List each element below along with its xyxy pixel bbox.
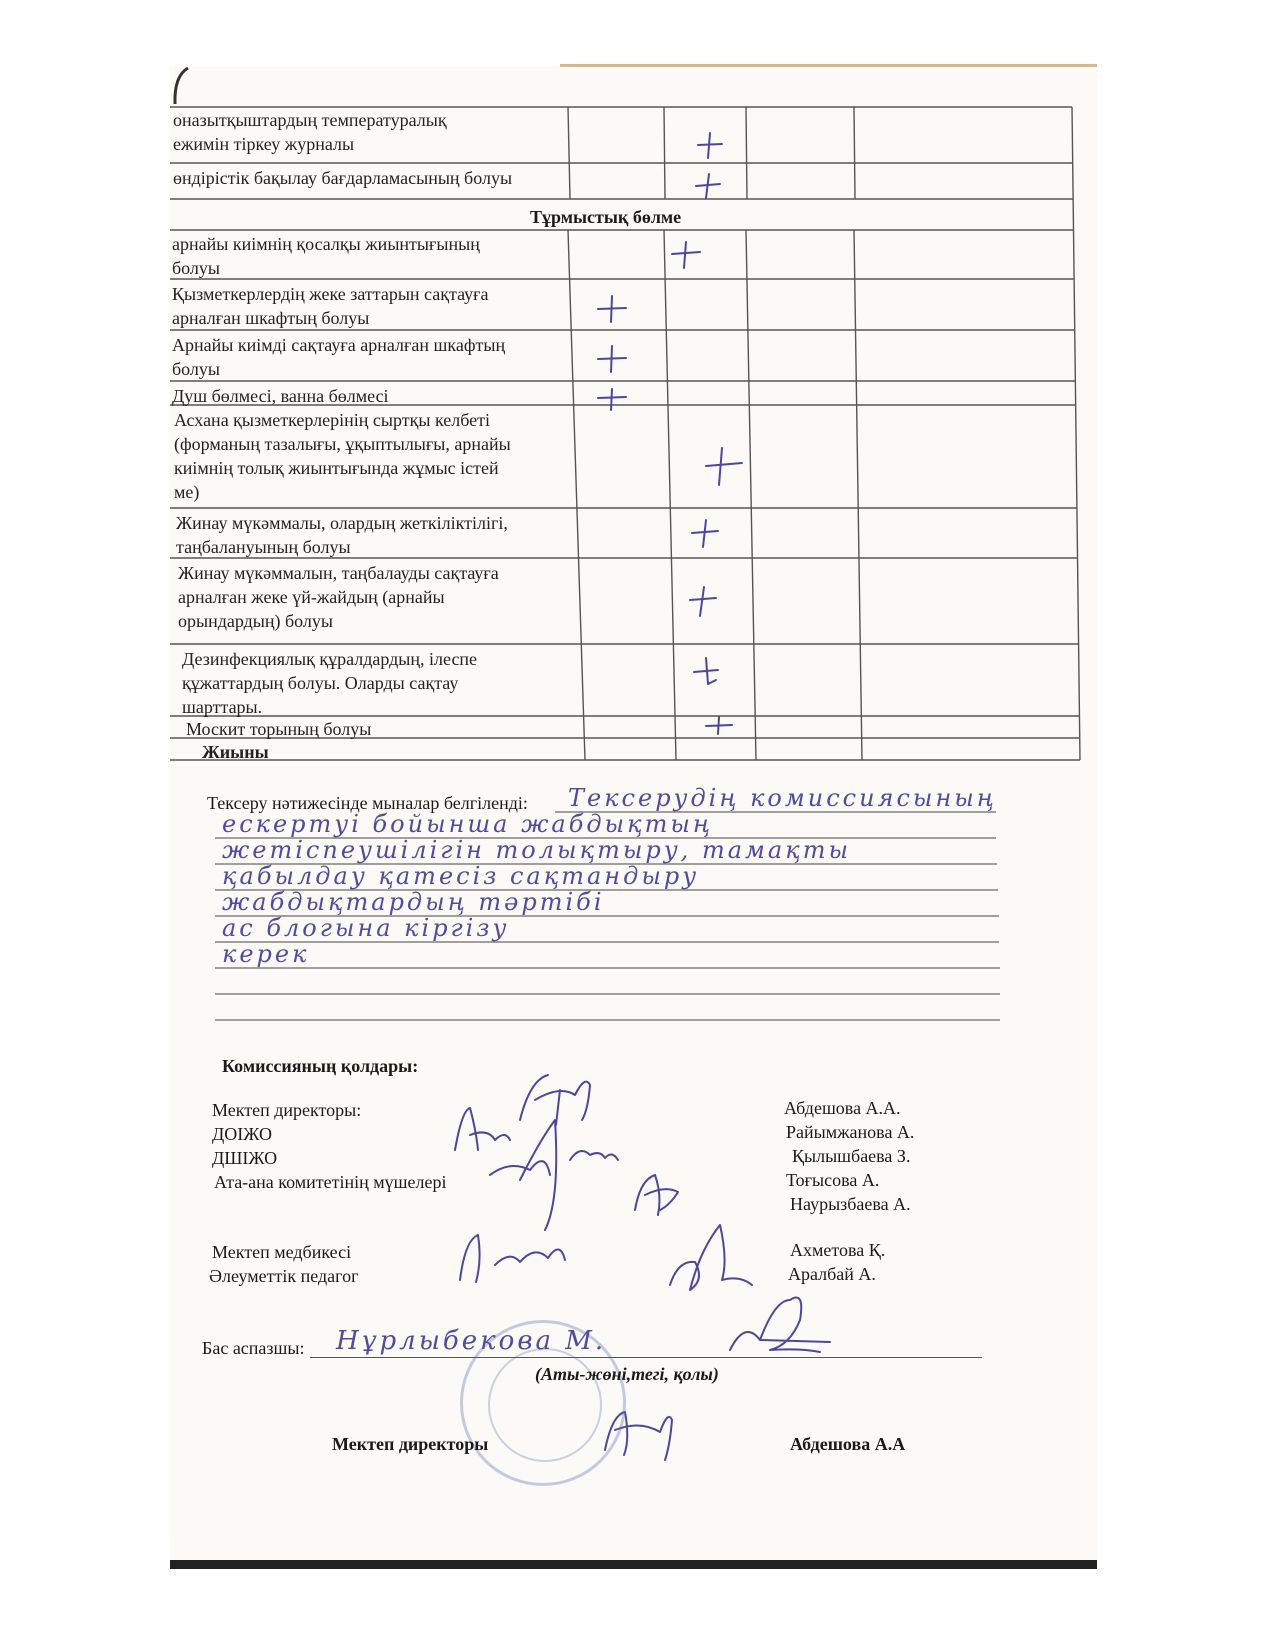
table-row: Қызметкерлердің жеке заттарын сақтауға арналған шкафтың болуы	[172, 284, 489, 328]
findings-handwriting: қабылдау қатесіз сақтандыру	[222, 862, 700, 890]
signature	[670, 1225, 752, 1290]
table-row: Жинау мүкәммалы, олардың жеткіліктілігі, таңбалануының болуы	[176, 513, 508, 557]
table-row: Жинау мүкәммалын, таңбалауды сақтауға арналған жеке үй-жайдың (арнайы орындардың) болуы	[178, 563, 499, 631]
table-row: оназытқыштардың температуралық ежимін тіркеу журналы	[173, 110, 447, 154]
findings-label: Тексеру нәтижесінде мыналар белгіленді:	[207, 793, 528, 813]
signature	[520, 1075, 590, 1125]
commission-title: Комиссияның қолдары:	[222, 1056, 419, 1076]
chef-handwritten-name: Нұрлыбекова М.	[336, 1326, 607, 1356]
member-name: Наурызбаева А.	[790, 1194, 911, 1214]
table-row: Москит торының болуы	[186, 719, 372, 739]
table-row: арнайы киімнің қосалқы жиынтығының болуы	[172, 234, 480, 278]
member-name: Абдешова А.А.	[784, 1098, 901, 1118]
findings-handwriting: ас блогына кіргізу	[222, 914, 510, 942]
chef-signature-line	[310, 1357, 982, 1358]
signature	[460, 1235, 565, 1282]
signature	[570, 1151, 618, 1160]
chef-caption: (Аты-жөні,тегі, қолы)	[535, 1364, 719, 1384]
member-name: Тоғысова А.	[786, 1170, 880, 1190]
member-name: Қылышбаева З.	[792, 1146, 911, 1166]
table-row: Арнайы киімді сақтауға арналған шкафтың болуы	[172, 335, 506, 379]
chef-label: Бас аспазшы:	[202, 1338, 305, 1358]
signature	[635, 1175, 678, 1215]
member-role: Мектеп директоры:	[212, 1100, 362, 1120]
table-total-label: Жиыны	[202, 742, 269, 762]
member-role: Мектеп медбикесі	[212, 1242, 352, 1262]
table-row: Асхана қызметкерлерінің сыртқы келбеті (форманың тазалығы, ұқыптылығы, арнайы киімнің толық жиынтығында жұмыс істей ме)	[174, 410, 511, 502]
signature	[455, 1108, 510, 1150]
member-name: Райымжанова А.	[786, 1122, 915, 1142]
table-row: Дезинфекциялық құралдардың, ілеспе құжаттардың болуы. Оларды сақтау шарттары.	[182, 649, 478, 717]
member-name: Аралбай А.	[788, 1264, 876, 1284]
table-row: Душ бөлмесі, ванна бөлмесі	[172, 386, 389, 406]
member-role: ДШІЖО	[212, 1148, 278, 1168]
findings-handwriting: жабдықтардың тәртібі	[222, 888, 605, 916]
member-role: Ата-ана комитетінің мүшелері	[214, 1172, 447, 1192]
table-row: өндірістік бақылау бағдарламасының болуы	[173, 168, 513, 188]
signature	[730, 1298, 830, 1353]
findings-handwriting: ескертуі бойынша жабдықтың	[222, 810, 714, 838]
findings-handwriting: жетіспеушілігін толықтыру, тамақты	[222, 836, 852, 864]
footer-name: Абдешова А.А	[790, 1434, 906, 1454]
member-name: Ахметова Қ.	[790, 1240, 886, 1260]
footer-role: Мектеп директоры	[332, 1434, 489, 1454]
member-role: ДОІЖО	[212, 1124, 272, 1144]
findings-handwriting: Тексерудің комиссиясының	[568, 784, 997, 812]
findings-handwriting: керек	[222, 940, 310, 968]
page-bottom-edge	[170, 1560, 1097, 1569]
member-role: Әлеуметтік педагог	[209, 1266, 359, 1286]
section-title: Тұрмыстық бөлме	[530, 207, 682, 227]
